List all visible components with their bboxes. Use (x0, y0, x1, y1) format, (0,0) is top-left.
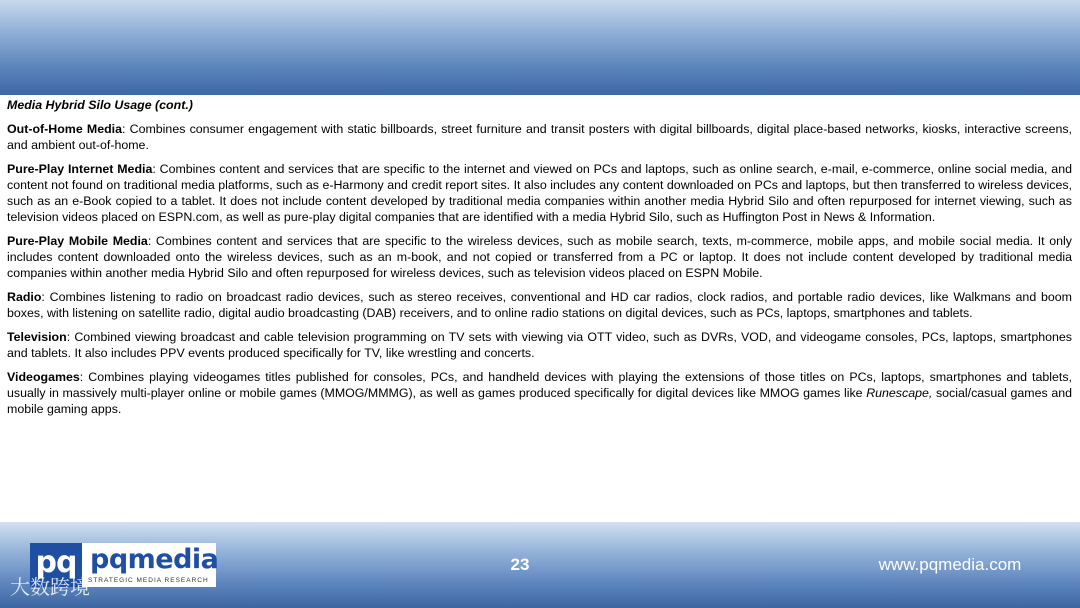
watermark: 大数跨境 (10, 575, 90, 599)
page-number: 23 (510, 555, 530, 574)
definition-pure-play-mobile (7, 233, 1072, 281)
slide-content (7, 97, 1072, 425)
definition-term: Videogames (7, 370, 80, 384)
definition-text: : Combines content and services that are specific to the wireless devices, such as mobile search, texts, m-commerce, mobile apps, and mobile social media. It only includes content downloaded onto the wireless devices, such as an m-book, and not copied or transferred from a PC or laptop. It does not include content developed by traditional media companies within another media Hybrid Silo and often repurposed for wireless devices, such as television videos placed on ESPN Mobile. (7, 234, 1072, 280)
definition-italic-example: Runescape, (866, 386, 933, 400)
definition-text: : Combines content and services that are specific to the internet and viewed on PCs and laptops, such as online search, e-mail, e-commerce, online social media, and content not found on traditional media platforms, such as e-Harmony and credit report sites. It also includes any content downloaded on PCs and laptops, but then transferred to wireless devices, such as an e-Book copied to a tablet. It does not include content developed by traditional media companies within another media Hybrid Silo and often repurposed for internet viewing, such as television videos placed on ESPN.com, as well as pure-play digital companies that are identified with a media Hybrid Silo, such as Huffington Post in News & Information. (7, 162, 1072, 224)
definition-term: Pure-Play Internet Media (7, 162, 153, 176)
definition-text-after: social/casual games and mobile gaming apps. (7, 386, 1072, 416)
definition-pure-play-internet (7, 161, 1072, 225)
logo-mark: pq (30, 543, 82, 587)
definition-term: Television (7, 330, 67, 344)
definition-term: Pure-Play Mobile Media (7, 234, 148, 248)
header-band (0, 0, 1080, 95)
definition-text: : Combines consumer engagement with static billboards, street furniture and transit posters with digital billboards, digital place-based networks, kiosks, interactive screens, and ambient out-of-home. (7, 122, 1072, 152)
logo-wordmark (82, 543, 219, 587)
website-url: www.pqmedia.com (878, 555, 1022, 574)
definition-text: : Combined viewing broadcast and cable television programming on TV sets with viewing via OTT video, such as DVRs, VOD, and videogame consoles, PCs, laptops, smartphones and tablets. It also includes PPV events produced specifically for TV, like wrestling and concerts. (7, 330, 1072, 360)
definition-text: : Combines playing videogames titles published for consoles, PCs, and handheld devices with playing the extensions of those titles on PCs, laptops, smartphones and tablets, usually in massively multi-player online or mobile games (MMOG/MMMG), as well as games produced specifically for digital devices like MMOG games like (7, 370, 1072, 400)
definition-television (7, 329, 1072, 361)
logo-name: pqmedia (90, 544, 219, 575)
definition-radio (7, 289, 1072, 321)
definition-videogames (7, 369, 1072, 417)
slide-subtitle: Media Hybrid Silo Usage (cont.) (7, 98, 193, 112)
definition-term: Out-of-Home Media (7, 122, 122, 136)
definition-text: : Combines listening to radio on broadcast radio devices, such as stereo receives, conventional and HD car radios, clock radios, and portable radio devices, like Walkmans and boom boxes, with listening on satellite radio, digital audio broadcasting (DAB) receivers, and to online radio stations on digital devices, such as PCs, laptops, smartphones and tablets. (7, 290, 1072, 320)
definition-term: Radio (7, 290, 42, 304)
definition-out-of-home (7, 121, 1072, 153)
logo-tagline: STRATEGIC MEDIA RESEARCH (88, 577, 209, 584)
